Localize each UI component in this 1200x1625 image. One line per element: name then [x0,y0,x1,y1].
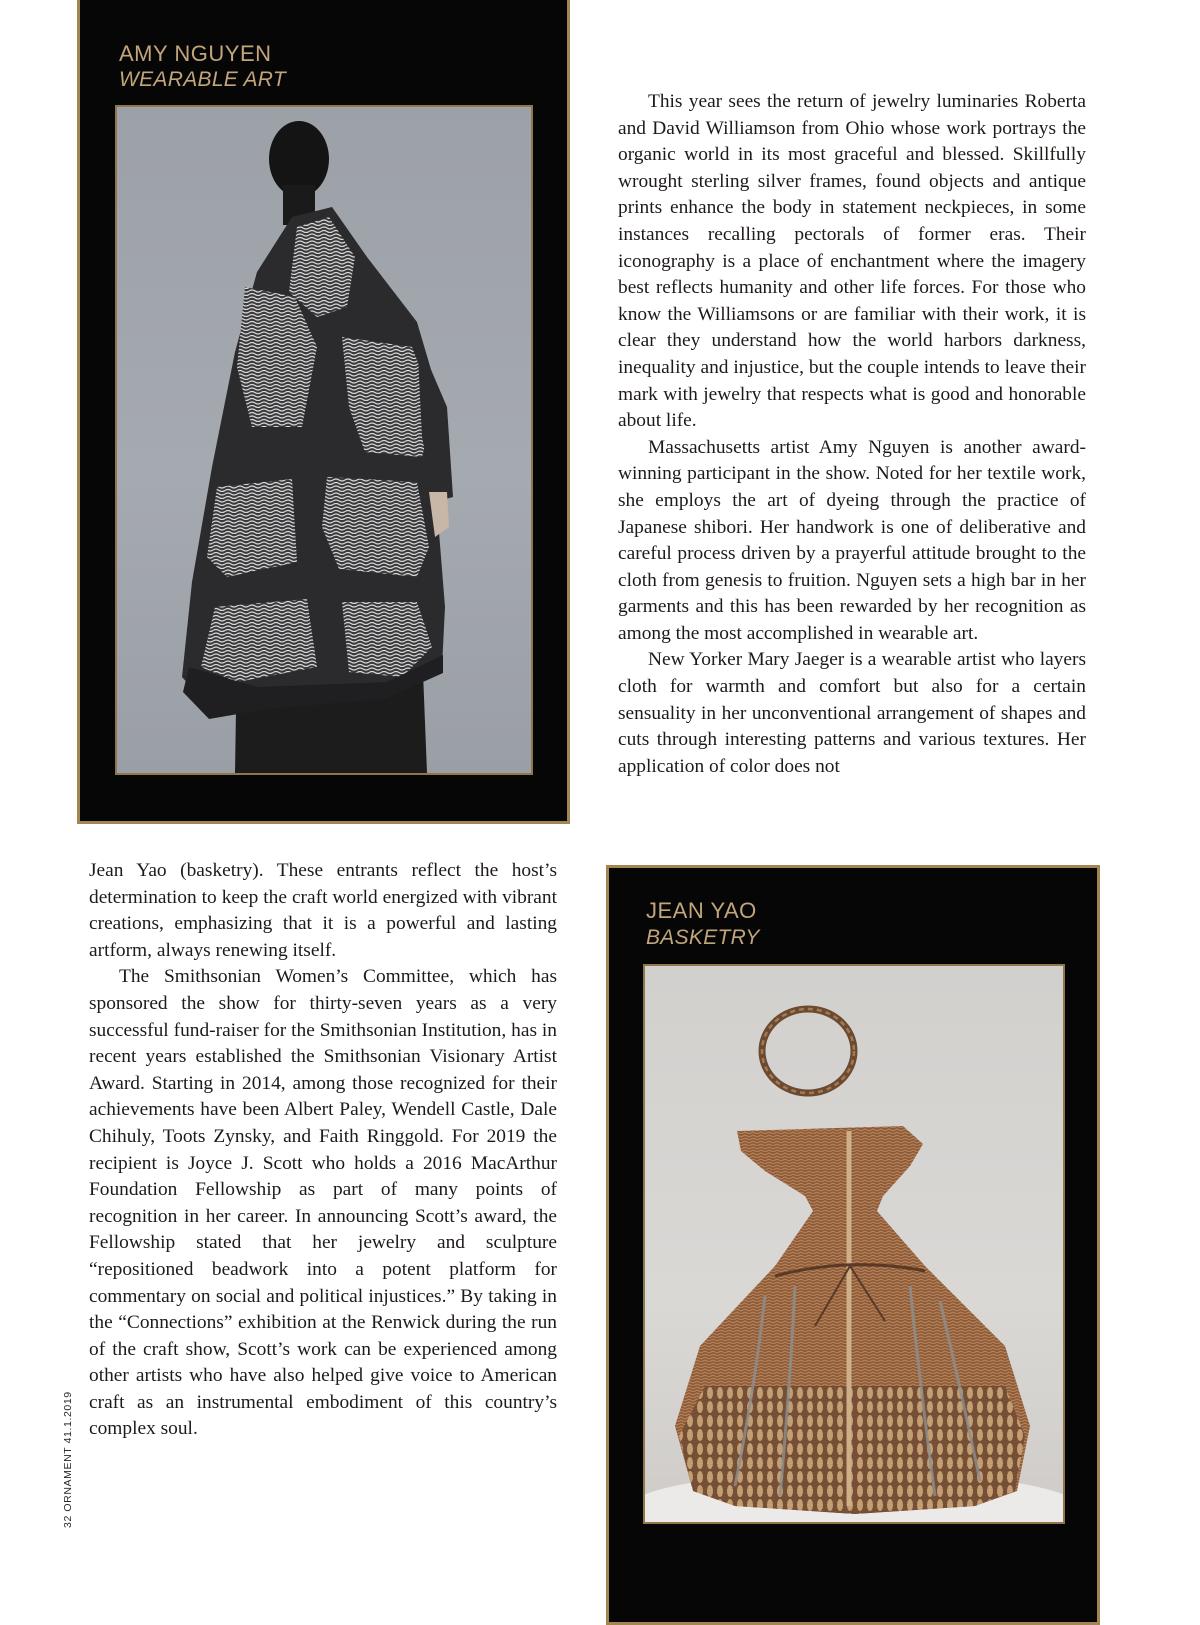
article-paragraph: Massachusetts artist Amy Nguyen is another award-winning participant in the show. Noted for her textile work, she employs the art of dyeing through the practice of Japanese shibori. Her handwork is one of deliberative and careful process driven by a prayerful attitude brought to the cloth from genesis to fruition. Nguyen sets a high bar in her garments and this has been rewarded by her recognition as among the most accomplished in wearable art. [618,436,1086,644]
figure-category: BASKETRY [646,926,760,949]
garment-illustration [117,107,531,773]
garment-photo [115,105,533,775]
figure-panel-nguyen [77,0,570,824]
figure-panel-yao [606,865,1100,1625]
article-paragraph: Jean Yao (basketry). These entrants reflect the host’s determination to keep the craft world energized with vibrant creations, emphasizing that it is a powerful and lasting artform, always renewing itself. [89,860,557,961]
article-column-left [89,858,557,1443]
figure-artist-name: AMY NGUYEN [119,41,272,66]
figure-artist-name: JEAN YAO [646,898,757,923]
basket-photo [643,964,1065,1524]
article-paragraph: The Smithsonian Women’s Committee, which has sponsored the show for thirty-seven years as a very successful fund-raiser for the Smithsonian Institution, has in recent years established the Smithsonian Visionary Artist Award. Starting in 2014, among those recognized for their achievements have been Albert Paley, Wendell Castle, Dale Chihuly, Toots Zynsky, and Faith Ringgold. For 2019 the recipient is Joyce J. Scott who holds a 2016 MacArthur Foundation Fellowship as part of many points of recognition in her career. In announcing Scott’s award, the Fellowship stated that her jewelry and sculpture “repositioned beadwork into a potent platform for commentary on social and political injustices.” By taking in the “Connections” exhibition at the Renwick during the run of the craft show, Scott’s work can be experienced among other artists who have also helped give voice to American craft as an instrumental embodiment of this country’s complex soul. [89,966,557,1440]
article-column-right [618,89,1086,780]
article-paragraph: This year sees the return of jewelry luminaries Roberta and David Williamson from Ohio whose work portrays the organic world in its most graceful and blessed. Skillfully wrought sterling silver frames, found objects and antique prints enhance the body in statement neckpieces, in some instances recalling pectorals of former eras. Their iconography is a place of enchantment where the imagery best reflects humanity and other life forces. For those who know the Williamsons or are familiar with their work, it is clear they understand how the world harbors darkness, inequality and injustice, but the couple intends to leave their mark with jewelry that respects what is good and honorable about life. [618,91,1086,432]
figure-category: WEARABLE ART [119,68,286,91]
article-paragraph: New Yorker Mary Jaeger is a wearable artist who layers cloth for warmth and comfort but also for a certain sensuality in her unconventional arrangement of shapes and cuts through interesting patterns and various textures. Her application of color does not [618,649,1086,777]
page-folio: 32 ORNAMENT 41.1.2019 [62,1391,74,1528]
basket-illustration [645,966,1063,1522]
